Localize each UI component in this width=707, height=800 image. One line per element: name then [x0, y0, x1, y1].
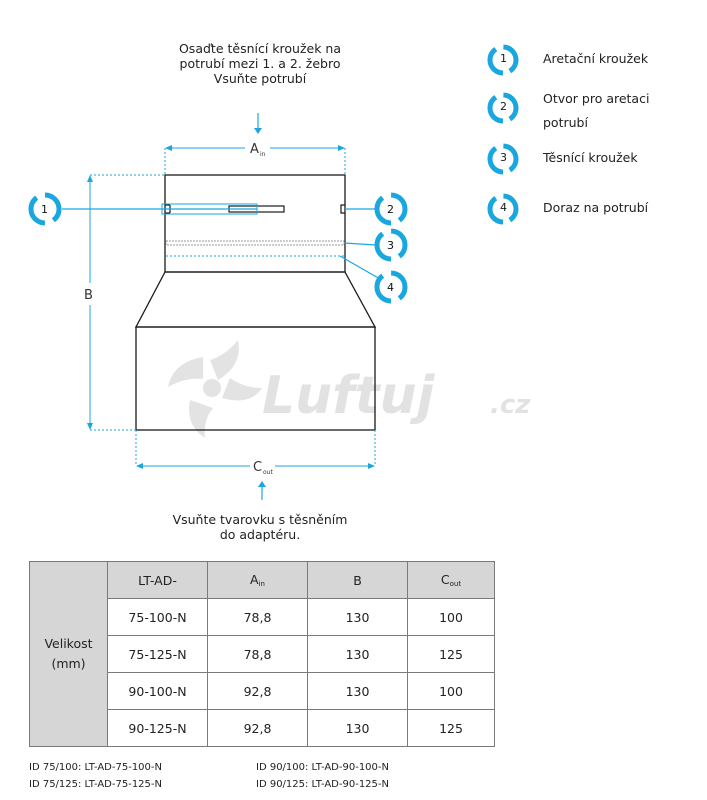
id-note: ID 90/125: LT-AD-90-125-N	[256, 779, 389, 790]
fan-logo-icon	[168, 340, 262, 438]
legend-num-3: 3	[500, 151, 507, 164]
top-instruction-line2: potrubí mezi 1. a 2. žebro	[179, 56, 341, 71]
size-side-line1: Velikost	[44, 636, 93, 651]
cell-b: 130	[308, 673, 408, 710]
legend-num-4: 4	[500, 201, 507, 214]
dim-a-sub: in	[260, 151, 266, 158]
top-instruction-line1: Osaďte těsnící kroužek na	[178, 41, 342, 56]
dim-c-sub: out	[263, 469, 273, 476]
cell-c: 100	[408, 673, 495, 710]
cell-a: 92,8	[208, 673, 308, 710]
cell-code: 75-100-N	[108, 599, 208, 636]
cell-b: 130	[308, 636, 408, 673]
size-side-cell	[30, 562, 108, 747]
spec-table	[29, 561, 495, 747]
dim-b-label: B	[84, 288, 93, 303]
cell-c: 100	[408, 599, 495, 636]
callout-3	[344, 231, 405, 259]
callout-4	[340, 256, 405, 301]
bottom-instruction-line2: do adaptéru.	[219, 527, 301, 542]
dimension-b	[84, 175, 165, 430]
bottom-instruction	[155, 512, 365, 542]
legend-label-4: Doraz na potrubí	[543, 200, 649, 215]
legend-num-2: 2	[500, 100, 507, 113]
header-b: B	[308, 562, 408, 599]
legend-label-1: Aretační kroužek	[543, 51, 649, 66]
callout-4-num: 4	[387, 281, 394, 294]
cell-code: 75-125-N	[108, 636, 208, 673]
header-a-main: A	[250, 572, 259, 587]
cell-a: 78,8	[208, 636, 308, 673]
callout-2	[345, 195, 405, 223]
callout-1	[31, 195, 59, 223]
legend-label-2a: Otvor pro aretaci	[543, 91, 650, 106]
table-header-row	[30, 562, 495, 599]
watermark	[168, 340, 531, 438]
header-c-sub: out	[449, 580, 462, 588]
bottom-instruction-line1: Vsuňte tvarovku s těsněním	[172, 512, 348, 527]
cell-c: 125	[408, 710, 495, 747]
id-notes-left	[29, 759, 162, 793]
dim-c-label: C	[253, 460, 263, 475]
header-a	[208, 562, 308, 599]
id-note: ID 75/125: LT-AD-75-125-N	[29, 779, 162, 790]
cell-a: 78,8	[208, 599, 308, 636]
cell-a: 92,8	[208, 710, 308, 747]
callout-3-num: 3	[387, 239, 394, 252]
header-c-main: C	[440, 572, 450, 587]
top-instruction-line3: Vsuňte potrubí	[213, 71, 307, 86]
watermark-tld: .cz	[490, 390, 531, 420]
header-code: LT-AD-	[108, 562, 208, 599]
cell-b: 130	[308, 599, 408, 636]
id-note: ID 75/100: LT-AD-75-100-N	[29, 762, 162, 773]
cell-b: 130	[308, 710, 408, 747]
legend-label-2b: potrubí	[543, 115, 588, 130]
arrow-up-icon	[258, 481, 266, 487]
legend-num-1: 1	[500, 52, 507, 65]
legend-label-3: Těsnící kroužek	[543, 150, 638, 165]
size-side-line2: (mm)	[51, 656, 86, 671]
header-c	[408, 562, 495, 599]
dimension-a	[165, 113, 345, 175]
dimension-c	[136, 430, 375, 500]
id-notes-right	[256, 759, 389, 793]
id-note: ID 90/100: LT-AD-90-100-N	[256, 762, 389, 773]
header-a-sub: in	[258, 580, 265, 588]
callout-2-num: 2	[387, 203, 394, 216]
watermark-brand: Luftuj	[262, 366, 435, 426]
dim-a-label: A	[250, 142, 259, 157]
cell-code: 90-100-N	[108, 673, 208, 710]
cell-code: 90-125-N	[108, 710, 208, 747]
cell-c: 125	[408, 636, 495, 673]
callout-1-num: 1	[41, 203, 48, 216]
adapter-drawing	[0, 0, 531, 500]
arrow-down-icon	[254, 128, 262, 134]
seal-ring	[166, 241, 344, 245]
